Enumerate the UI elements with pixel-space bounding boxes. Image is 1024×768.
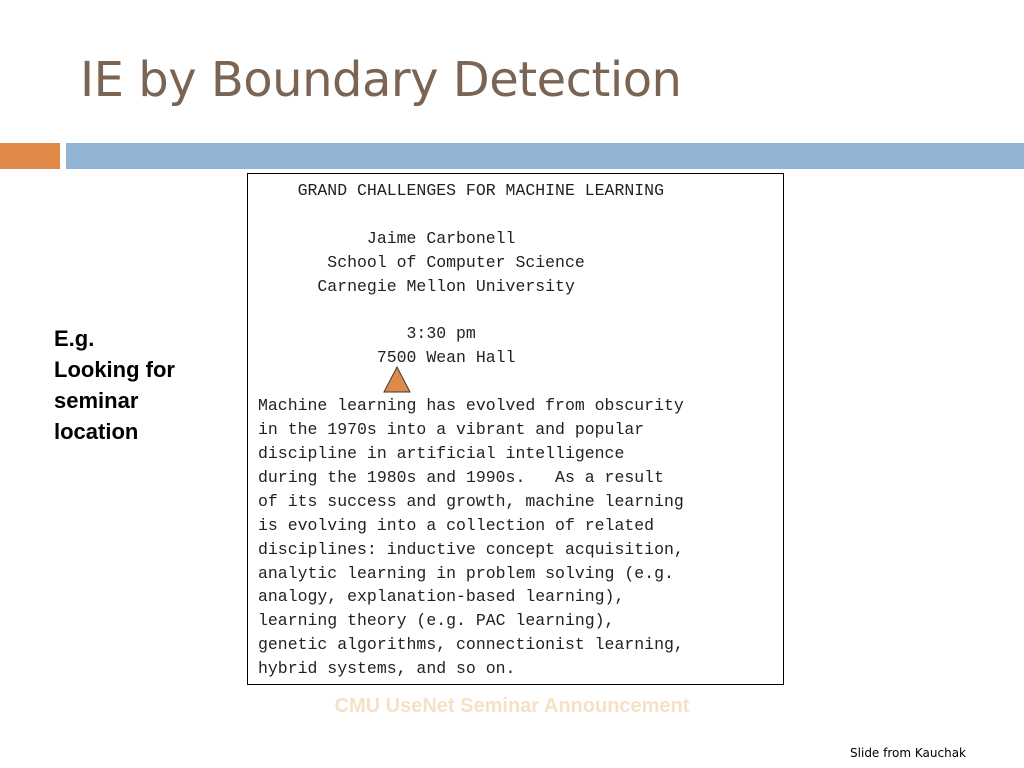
announcement-line: School of Computer Science (258, 252, 585, 272)
announcement-line: analytic learning in problem solving (e.g. (258, 563, 674, 583)
slide-title: IE by Boundary Detection (80, 52, 682, 108)
announcement-line: learning theory (e.g. PAC learning), (258, 611, 615, 631)
announcement-line: is evolving into a collection of related (258, 515, 655, 535)
announcement-line: hybrid systems, and so on. (258, 659, 516, 679)
announcement-line: in the 1970s into a vibrant and popular (258, 420, 645, 440)
header-accent-orange (0, 143, 60, 169)
header-accent-blue (66, 143, 1024, 169)
side-note-line: E.g. (54, 326, 95, 351)
slide-credit: Slide from Kauchak (850, 746, 966, 760)
announcement-line: GRAND CHALLENGES FOR MACHINE LEARNING (258, 181, 664, 200)
side-note-line: location (54, 419, 139, 444)
announcement-line: Jaime Carbonell (258, 228, 516, 248)
triangle-up-icon (383, 366, 411, 393)
announcement-line: during the 1980s and 1990s. As a result (258, 467, 664, 487)
announcement-line: analogy, explanation-based learning), (258, 587, 625, 607)
announcement-line: 3:30 pm (258, 324, 476, 344)
slide-caption: CMU UseNet Seminar Announcement (334, 695, 690, 717)
announcement-line: Machine learning has evolved from obscurity (258, 396, 684, 416)
announcement-line: Carnegie Mellon University (258, 276, 575, 296)
announcement-text (258, 179, 684, 681)
side-note-line: Looking for (54, 357, 175, 382)
announcement-line: disciplines: inductive concept acquisition, (258, 539, 684, 559)
announcement-line: 7500 Wean Hall (258, 348, 516, 368)
announcement-line: genetic algorithms, connectionist learning, (258, 635, 684, 655)
announcement-line: of its success and growth, machine learning (258, 491, 684, 511)
announcement-line: discipline in artificial intelligence (258, 443, 625, 463)
side-note (54, 323, 224, 447)
side-note-line: seminar (54, 388, 139, 413)
